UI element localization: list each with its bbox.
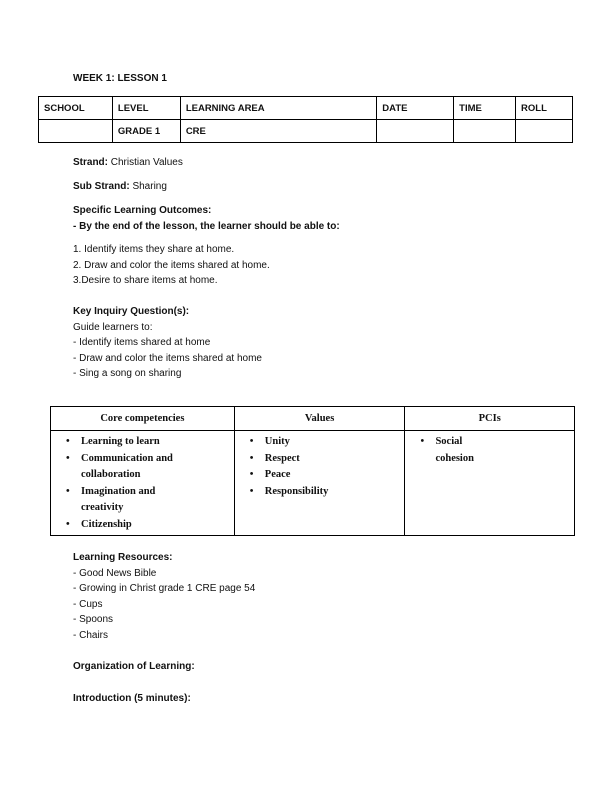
- cell-school: [39, 120, 113, 143]
- inquiry-item: - Draw and color the items shared at home: [73, 352, 262, 364]
- core-competencies-list: [59, 434, 230, 533]
- header-roll: ROLL: [516, 97, 573, 120]
- info-header-row: [39, 97, 573, 120]
- resource-item: - Good News Bible: [73, 567, 157, 579]
- lesson-heading: WEEK 1: LESSON 1: [73, 73, 167, 84]
- inquiry-item: - Sing a song on sharing: [73, 368, 182, 379]
- outcomes-title: Specific Learning Outcomes:: [73, 205, 212, 216]
- list-item: • Social cohesion: [413, 434, 475, 467]
- strand-label: Strand:: [73, 157, 108, 168]
- inquiry-title: Key Inquiry Question(s):: [73, 306, 190, 317]
- inquiry-item: - Identify items shared at home: [73, 337, 211, 348]
- list-item: • Responsibility: [243, 484, 401, 501]
- sub-strand-value: Sharing: [129, 181, 167, 192]
- sub-strand-line: [73, 179, 167, 195]
- cell-level: GRADE 1: [112, 120, 180, 143]
- list-item: • Unity: [243, 434, 401, 451]
- core-competencies-cell: [51, 431, 235, 536]
- resource-item: - Chairs: [73, 629, 109, 641]
- competencies-body-row: [51, 431, 575, 536]
- list-item: • Peace: [243, 467, 401, 484]
- header-date: DATE: [377, 97, 454, 120]
- resource-item: - Growing in Christ grade 1 CRE page 54: [73, 583, 256, 594]
- resource-item: - Cups: [73, 598, 103, 610]
- list-item: • Imagination and creativity: [59, 484, 171, 517]
- cell-learning-area: CRE: [180, 120, 376, 143]
- learning-resources: [73, 550, 255, 643]
- sub-strand-label: Sub Strand:: [73, 181, 130, 192]
- pcis-cell: [405, 431, 575, 536]
- outcome-item: 3.Desire to share items at home.: [73, 275, 218, 286]
- outcome-item: 2. Draw and color the items shared at home.: [73, 259, 270, 271]
- values-list: [243, 434, 401, 500]
- header-time: TIME: [454, 97, 516, 120]
- outcome-item: 1. Identify items they share at home.: [73, 244, 235, 255]
- pcis-list: [413, 434, 570, 467]
- list-item: • Citizenship: [59, 517, 230, 534]
- strand-value: Christian Values: [108, 157, 183, 168]
- cell-roll: [516, 120, 573, 143]
- lesson-info-table: [38, 96, 573, 143]
- values-cell: [234, 431, 405, 536]
- learning-outcomes: [73, 203, 340, 289]
- key-inquiry: [73, 304, 262, 382]
- header-school: SCHOOL: [39, 97, 113, 120]
- competencies-table: [50, 406, 575, 536]
- header-pcis: PCIs: [405, 407, 575, 431]
- resources-title: Learning Resources:: [73, 552, 173, 563]
- organization-heading: Organization of Learning:: [73, 661, 195, 672]
- cell-date: [377, 120, 454, 143]
- list-item: • Communication and collaboration: [59, 451, 186, 484]
- strand-line: [73, 155, 183, 171]
- header-learning-area: LEARNING AREA: [180, 97, 376, 120]
- list-item: • Respect: [243, 451, 401, 468]
- inquiry-lead: Guide learners to:: [73, 321, 153, 333]
- outcomes-lead: - By the end of the lesson, the learner should be able to:: [73, 220, 340, 232]
- cell-time: [454, 120, 516, 143]
- introduction-heading: Introduction (5 minutes):: [73, 693, 191, 704]
- header-core-competencies: Core competencies: [51, 407, 235, 431]
- list-item: • Learning to learn: [59, 434, 230, 451]
- competencies-header-row: [51, 407, 575, 431]
- resource-item: - Spoons: [73, 614, 114, 625]
- header-level: LEVEL: [112, 97, 180, 120]
- info-value-row: [39, 120, 573, 143]
- header-values: Values: [234, 407, 405, 431]
